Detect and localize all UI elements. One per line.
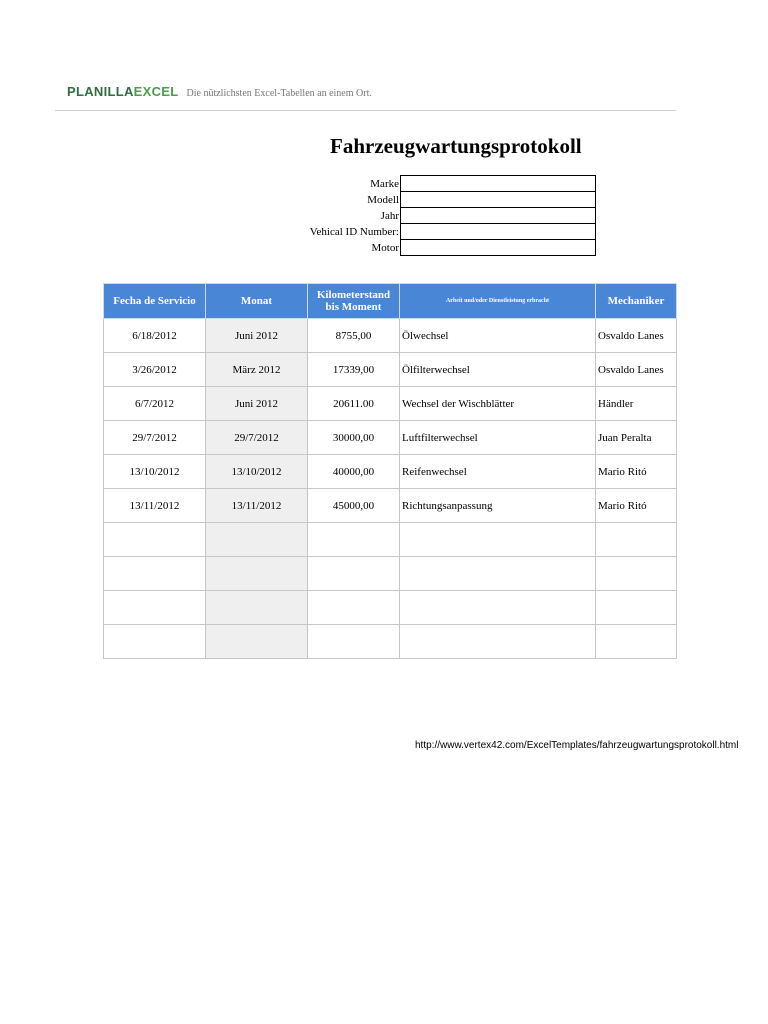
mechanic-cell[interactable]	[596, 625, 677, 659]
vehicle-info-form	[300, 175, 596, 256]
table-row	[104, 591, 677, 625]
modell-field[interactable]	[401, 192, 596, 208]
mechanic-cell[interactable]: Osvaldo Lanes	[596, 353, 677, 387]
vehicle-id-field[interactable]	[401, 224, 596, 240]
mechanic-cell[interactable]	[596, 523, 677, 557]
logo-text-part1: PLANILLA	[67, 84, 134, 99]
table-row	[104, 625, 677, 659]
field-label: Marke	[370, 177, 399, 190]
vehicle-info-row	[300, 208, 596, 224]
service-date-cell[interactable]	[104, 523, 206, 557]
marke-field[interactable]	[401, 176, 596, 192]
source-url-link[interactable]: http://www.vertex42.com/ExcelTemplates/fahrzeugwartungsprotokoll.html	[415, 740, 739, 751]
field-label: Vehical ID Number:	[309, 225, 399, 238]
table-row	[104, 387, 677, 421]
work-cell[interactable]: Ölfilterwechsel	[400, 353, 596, 387]
table-row	[104, 557, 677, 591]
month-cell[interactable]	[206, 523, 308, 557]
month-cell[interactable]: Juni 2012	[206, 319, 308, 353]
table-row	[104, 421, 677, 455]
work-cell[interactable]: Ölwechsel	[400, 319, 596, 353]
table-row	[104, 455, 677, 489]
column-header-month: Monat	[206, 284, 308, 319]
month-cell[interactable]: Juni 2012	[206, 387, 308, 421]
table-header-row	[104, 284, 677, 319]
work-cell[interactable]: Richtungsanpassung	[400, 489, 596, 523]
brand-tagline: Die nützlichsten Excel-Tabellen an einem Ort.	[186, 88, 372, 99]
month-cell[interactable]: März 2012	[206, 353, 308, 387]
field-label: Motor	[371, 241, 399, 254]
work-cell[interactable]: Reifenwechsel	[400, 455, 596, 489]
column-header-mileage: Kilometerstand bis Moment	[308, 284, 400, 319]
column-header-mechanic: Mechaniker	[596, 284, 677, 319]
field-label: Jahr	[380, 209, 399, 222]
mechanic-cell[interactable]: Händler	[596, 387, 677, 421]
work-cell[interactable]	[400, 557, 596, 591]
work-cell[interactable]: Wechsel der Wischblätter	[400, 387, 596, 421]
vehicle-info-row	[300, 224, 596, 240]
mileage-cell[interactable]: 30000,00	[308, 421, 400, 455]
month-cell[interactable]	[206, 625, 308, 659]
table-row	[104, 523, 677, 557]
service-date-cell[interactable]: 29/7/2012	[104, 421, 206, 455]
vehicle-info-row	[300, 192, 596, 208]
table-row	[104, 319, 677, 353]
mechanic-cell[interactable]: Osvaldo Lanes	[596, 319, 677, 353]
logo-text-part2: EXCEL	[133, 84, 179, 99]
work-cell[interactable]: Luftfilterwechsel	[400, 421, 596, 455]
work-cell[interactable]	[400, 523, 596, 557]
mileage-cell[interactable]: 17339,00	[308, 353, 400, 387]
service-date-cell[interactable]: 13/10/2012	[104, 455, 206, 489]
mileage-cell[interactable]: 45000,00	[308, 489, 400, 523]
service-date-cell[interactable]: 6/7/2012	[104, 387, 206, 421]
mileage-cell[interactable]: 20611.00	[308, 387, 400, 421]
column-header-work-performed: Arbeit und/oder Dienstleistung erbracht	[400, 284, 596, 319]
mechanic-cell[interactable]: Mario Ritó	[596, 489, 677, 523]
brand-header	[67, 84, 372, 102]
service-date-cell[interactable]	[104, 591, 206, 625]
table-row	[104, 489, 677, 523]
jahr-field[interactable]	[401, 208, 596, 224]
page-title: Fahrzeugwartungsprotokoll	[330, 134, 582, 158]
vehicle-info-row	[300, 240, 596, 256]
service-date-cell[interactable]: 13/11/2012	[104, 489, 206, 523]
month-cell[interactable]: 29/7/2012	[206, 421, 308, 455]
vehicle-info-row	[300, 176, 596, 192]
service-date-cell[interactable]	[104, 625, 206, 659]
mileage-cell[interactable]	[308, 523, 400, 557]
mileage-cell[interactable]	[308, 591, 400, 625]
mileage-cell[interactable]: 8755,00	[308, 319, 400, 353]
service-date-cell[interactable]	[104, 557, 206, 591]
mechanic-cell[interactable]	[596, 591, 677, 625]
mechanic-cell[interactable]: Juan Peralta	[596, 421, 677, 455]
column-header-service-date: Fecha de Servicio	[104, 284, 206, 319]
header-divider	[55, 110, 676, 111]
mechanic-cell[interactable]	[596, 557, 677, 591]
month-cell[interactable]	[206, 557, 308, 591]
maintenance-log-table	[103, 283, 677, 659]
planillaexcel-logo[interactable]	[67, 84, 179, 99]
service-date-cell[interactable]: 6/18/2012	[104, 319, 206, 353]
motor-field[interactable]	[401, 240, 596, 256]
table-row	[104, 353, 677, 387]
month-cell[interactable]	[206, 591, 308, 625]
service-date-cell[interactable]: 3/26/2012	[104, 353, 206, 387]
field-label: Modell	[367, 193, 399, 206]
mileage-cell[interactable]: 40000,00	[308, 455, 400, 489]
month-cell[interactable]: 13/10/2012	[206, 455, 308, 489]
mileage-cell[interactable]	[308, 625, 400, 659]
month-cell[interactable]: 13/11/2012	[206, 489, 308, 523]
work-cell[interactable]	[400, 591, 596, 625]
mileage-cell[interactable]	[308, 557, 400, 591]
mechanic-cell[interactable]: Mario Ritó	[596, 455, 677, 489]
work-cell[interactable]	[400, 625, 596, 659]
